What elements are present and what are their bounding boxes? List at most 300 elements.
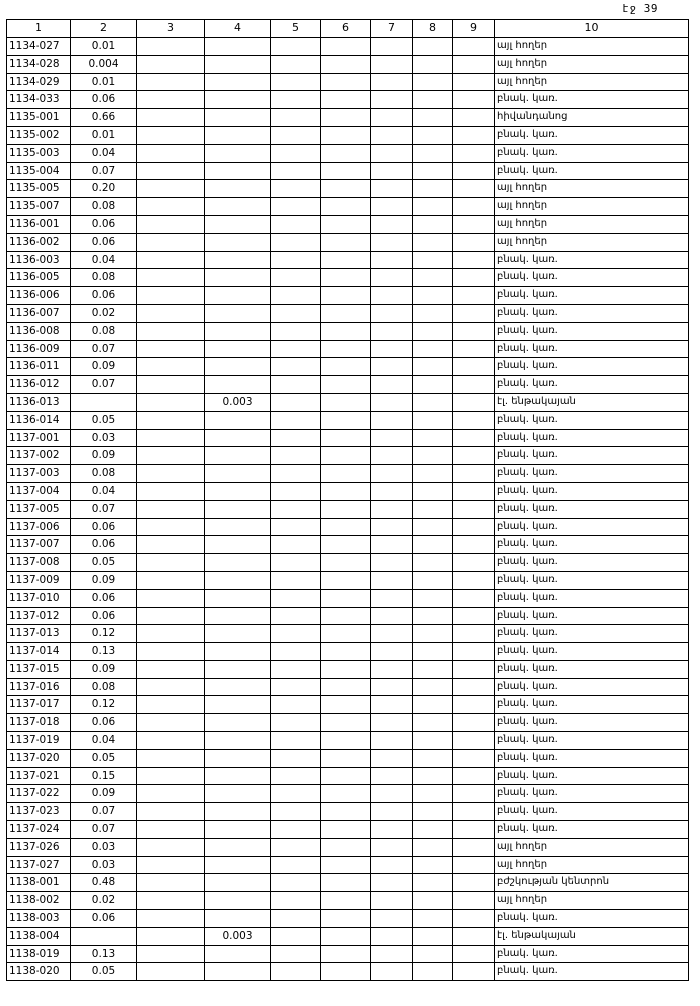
- parcel-code-cell: 1136-006: [7, 287, 71, 305]
- empty-cell: [413, 304, 453, 322]
- empty-cell: [137, 714, 205, 732]
- parcel-code-cell: 1137-019: [7, 732, 71, 750]
- table-row: [7, 892, 689, 910]
- land-use-cell: բնակ. կառ.: [495, 269, 689, 287]
- area-cell: 0.004: [71, 55, 137, 73]
- empty-cell: [271, 732, 321, 750]
- empty-cell: [321, 554, 371, 572]
- empty-cell: [321, 233, 371, 251]
- empty-cell: [321, 251, 371, 269]
- land-use-cell: բնակ. կառ.: [495, 358, 689, 376]
- empty-cell: [453, 678, 495, 696]
- empty-cell: [413, 447, 453, 465]
- empty-cell: [321, 38, 371, 56]
- table-row: [7, 180, 689, 198]
- land-use-cell: բնակ. կառ.: [495, 429, 689, 447]
- empty-cell: [321, 803, 371, 821]
- land-use-cell: այլ հողեր: [495, 838, 689, 856]
- land-use-cell: բնակ. կառ.: [495, 821, 689, 839]
- empty-cell: [453, 607, 495, 625]
- empty-cell: [271, 287, 321, 305]
- empty-cell: [271, 856, 321, 874]
- empty-cell: [413, 874, 453, 892]
- land-use-cell: այլ հողեր: [495, 215, 689, 233]
- column4-value-cell: [205, 215, 271, 233]
- empty-cell: [453, 109, 495, 127]
- table-row: [7, 589, 689, 607]
- column-header-1: 1: [7, 20, 71, 38]
- empty-cell: [453, 393, 495, 411]
- land-use-cell: բնակ. կառ.: [495, 536, 689, 554]
- land-use-cell: բնակ. կառ.: [495, 500, 689, 518]
- parcel-code-cell: 1138-004: [7, 927, 71, 945]
- empty-cell: [137, 162, 205, 180]
- land-use-cell: այլ հողեր: [495, 38, 689, 56]
- empty-cell: [371, 38, 413, 56]
- parcel-code-cell: 1134-033: [7, 91, 71, 109]
- empty-cell: [321, 465, 371, 483]
- parcel-code-cell: 1136-005: [7, 269, 71, 287]
- area-cell: 0.06: [71, 215, 137, 233]
- empty-cell: [413, 625, 453, 643]
- empty-cell: [413, 892, 453, 910]
- area-cell: 0.06: [71, 518, 137, 536]
- table-body: [7, 38, 689, 981]
- column4-value-cell: [205, 251, 271, 269]
- empty-cell: [371, 376, 413, 394]
- table-row: [7, 945, 689, 963]
- empty-cell: [271, 785, 321, 803]
- empty-cell: [413, 411, 453, 429]
- empty-cell: [413, 945, 453, 963]
- table-row: [7, 465, 689, 483]
- empty-cell: [371, 144, 413, 162]
- empty-cell: [371, 500, 413, 518]
- parcel-code-cell: 1137-021: [7, 767, 71, 785]
- column4-value-cell: [205, 38, 271, 56]
- table-row: [7, 287, 689, 305]
- empty-cell: [453, 874, 495, 892]
- land-use-cell: բնակ. կառ.: [495, 126, 689, 144]
- empty-cell: [137, 874, 205, 892]
- empty-cell: [413, 162, 453, 180]
- parcel-code-cell: 1136-013: [7, 393, 71, 411]
- empty-cell: [271, 429, 321, 447]
- empty-cell: [321, 785, 371, 803]
- empty-cell: [321, 358, 371, 376]
- empty-cell: [453, 589, 495, 607]
- empty-cell: [453, 376, 495, 394]
- empty-cell: [137, 393, 205, 411]
- empty-cell: [371, 732, 413, 750]
- empty-cell: [271, 945, 321, 963]
- empty-cell: [413, 589, 453, 607]
- parcel-code-cell: 1136-007: [7, 304, 71, 322]
- column-header-9: 9: [453, 20, 495, 38]
- empty-cell: [371, 91, 413, 109]
- empty-cell: [413, 554, 453, 572]
- land-use-cell: բնակ. կառ.: [495, 447, 689, 465]
- empty-cell: [271, 643, 321, 661]
- table-row: [7, 358, 689, 376]
- empty-cell: [453, 180, 495, 198]
- empty-cell: [371, 803, 413, 821]
- empty-cell: [137, 73, 205, 91]
- land-use-cell: այլ հողեր: [495, 856, 689, 874]
- empty-cell: [453, 803, 495, 821]
- column4-value-cell: [205, 518, 271, 536]
- column4-value-cell: [205, 411, 271, 429]
- table-row: [7, 785, 689, 803]
- empty-cell: [453, 465, 495, 483]
- column4-value-cell: [205, 945, 271, 963]
- empty-cell: [453, 287, 495, 305]
- parcel-code-cell: 1137-023: [7, 803, 71, 821]
- empty-cell: [371, 749, 413, 767]
- empty-cell: [413, 322, 453, 340]
- empty-cell: [371, 162, 413, 180]
- land-use-cell: հիվանդանոց: [495, 109, 689, 127]
- parcel-code-cell: 1137-002: [7, 447, 71, 465]
- land-use-cell: բնակ. կառ.: [495, 340, 689, 358]
- empty-cell: [371, 660, 413, 678]
- land-use-cell: բնակ. կառ.: [495, 304, 689, 322]
- empty-cell: [321, 269, 371, 287]
- empty-cell: [137, 91, 205, 109]
- empty-cell: [371, 892, 413, 910]
- parcel-code-cell: 1136-009: [7, 340, 71, 358]
- empty-cell: [271, 749, 321, 767]
- table-row: [7, 643, 689, 661]
- land-use-cell: բժշկության կենտրոն: [495, 874, 689, 892]
- area-cell: 0.07: [71, 500, 137, 518]
- empty-cell: [413, 678, 453, 696]
- land-use-cell: բնակ. կառ.: [495, 607, 689, 625]
- empty-cell: [137, 607, 205, 625]
- land-use-cell: բնակ. կառ.: [495, 589, 689, 607]
- empty-cell: [413, 233, 453, 251]
- empty-cell: [271, 660, 321, 678]
- parcel-code-cell: 1136-014: [7, 411, 71, 429]
- area-cell: 0.09: [71, 785, 137, 803]
- table-row: [7, 482, 689, 500]
- table-row: [7, 304, 689, 322]
- empty-cell: [453, 660, 495, 678]
- empty-cell: [271, 465, 321, 483]
- column4-value-cell: [205, 910, 271, 928]
- empty-cell: [137, 571, 205, 589]
- area-cell: 0.09: [71, 660, 137, 678]
- empty-cell: [371, 518, 413, 536]
- empty-cell: [271, 55, 321, 73]
- empty-cell: [321, 589, 371, 607]
- land-use-cell: այլ հողեր: [495, 180, 689, 198]
- header-row: [7, 20, 689, 38]
- table-row: [7, 838, 689, 856]
- area-cell: 0.05: [71, 963, 137, 981]
- land-use-cell: այլ հողեր: [495, 55, 689, 73]
- empty-cell: [371, 785, 413, 803]
- column4-value-cell: [205, 269, 271, 287]
- empty-cell: [371, 393, 413, 411]
- column4-value-cell: [205, 643, 271, 661]
- area-cell: 0.01: [71, 73, 137, 91]
- column4-value-cell: [205, 607, 271, 625]
- empty-cell: [413, 465, 453, 483]
- empty-cell: [137, 589, 205, 607]
- table-row: [7, 73, 689, 91]
- table-row: [7, 198, 689, 216]
- table-row: [7, 38, 689, 56]
- empty-cell: [413, 340, 453, 358]
- empty-cell: [371, 643, 413, 661]
- empty-cell: [271, 927, 321, 945]
- empty-cell: [371, 269, 413, 287]
- area-cell: 0.07: [71, 162, 137, 180]
- empty-cell: [453, 785, 495, 803]
- empty-cell: [321, 376, 371, 394]
- area-cell: 0.48: [71, 874, 137, 892]
- empty-cell: [137, 518, 205, 536]
- empty-cell: [271, 269, 321, 287]
- empty-cell: [371, 251, 413, 269]
- area-cell: 0.04: [71, 144, 137, 162]
- parcel-code-cell: 1137-014: [7, 643, 71, 661]
- table-row: [7, 714, 689, 732]
- area-cell: 0.06: [71, 714, 137, 732]
- empty-cell: [271, 180, 321, 198]
- column4-value-cell: [205, 554, 271, 572]
- empty-cell: [453, 838, 495, 856]
- area-cell: 0.03: [71, 856, 137, 874]
- table-row: [7, 109, 689, 127]
- table-row: [7, 821, 689, 839]
- land-use-cell: բնակ. կառ.: [495, 660, 689, 678]
- empty-cell: [413, 73, 453, 91]
- parcel-code-cell: 1137-007: [7, 536, 71, 554]
- empty-cell: [413, 838, 453, 856]
- table-row: [7, 411, 689, 429]
- column4-value-cell: [205, 767, 271, 785]
- parcel-code-cell: 1134-029: [7, 73, 71, 91]
- empty-cell: [453, 518, 495, 536]
- empty-cell: [413, 358, 453, 376]
- column4-value-cell: [205, 536, 271, 554]
- parcel-code-cell: 1138-003: [7, 910, 71, 928]
- table-row: [7, 963, 689, 981]
- empty-cell: [271, 554, 321, 572]
- column4-value-cell: [205, 144, 271, 162]
- land-use-cell: բնակ. կառ.: [495, 411, 689, 429]
- empty-cell: [137, 536, 205, 554]
- empty-cell: [321, 198, 371, 216]
- empty-cell: [321, 625, 371, 643]
- land-use-cell: բնակ. կառ.: [495, 643, 689, 661]
- table-row: [7, 678, 689, 696]
- empty-cell: [137, 945, 205, 963]
- empty-cell: [371, 482, 413, 500]
- table-row: [7, 856, 689, 874]
- parcel-code-cell: 1137-016: [7, 678, 71, 696]
- empty-cell: [413, 198, 453, 216]
- empty-cell: [137, 554, 205, 572]
- land-use-cell: բնակ. կառ.: [495, 571, 689, 589]
- empty-cell: [413, 785, 453, 803]
- empty-cell: [321, 144, 371, 162]
- empty-cell: [413, 144, 453, 162]
- column4-value-cell: [205, 304, 271, 322]
- land-use-cell: բնակ. կառ.: [495, 91, 689, 109]
- empty-cell: [413, 571, 453, 589]
- parcel-code-cell: 1135-004: [7, 162, 71, 180]
- land-register-table: [6, 19, 689, 981]
- empty-cell: [137, 625, 205, 643]
- table-row: [7, 554, 689, 572]
- empty-cell: [271, 714, 321, 732]
- empty-cell: [137, 678, 205, 696]
- empty-cell: [321, 874, 371, 892]
- area-cell: 0.06: [71, 287, 137, 305]
- land-use-cell: բնակ. կառ.: [495, 749, 689, 767]
- table-row: [7, 215, 689, 233]
- empty-cell: [271, 109, 321, 127]
- parcel-code-cell: 1137-008: [7, 554, 71, 572]
- empty-cell: [271, 678, 321, 696]
- area-cell: 0.06: [71, 536, 137, 554]
- empty-cell: [271, 376, 321, 394]
- empty-cell: [371, 411, 413, 429]
- parcel-code-cell: 1135-002: [7, 126, 71, 144]
- empty-cell: [321, 607, 371, 625]
- column4-value-cell: [205, 821, 271, 839]
- parcel-code-cell: 1138-002: [7, 892, 71, 910]
- column4-value-cell: [205, 696, 271, 714]
- land-use-cell: բնակ. կառ.: [495, 963, 689, 981]
- empty-cell: [453, 322, 495, 340]
- land-use-cell: բնակ. կառ.: [495, 465, 689, 483]
- empty-cell: [371, 536, 413, 554]
- empty-cell: [321, 536, 371, 554]
- column4-value-cell: [205, 749, 271, 767]
- empty-cell: [371, 874, 413, 892]
- land-use-cell: բնակ. կառ.: [495, 376, 689, 394]
- area-cell: 0.13: [71, 643, 137, 661]
- land-use-cell: բնակ. կառ.: [495, 785, 689, 803]
- parcel-code-cell: 1137-006: [7, 518, 71, 536]
- empty-cell: [453, 554, 495, 572]
- empty-cell: [321, 429, 371, 447]
- empty-cell: [413, 607, 453, 625]
- empty-cell: [137, 465, 205, 483]
- empty-cell: [321, 126, 371, 144]
- area-cell: 0.01: [71, 38, 137, 56]
- empty-cell: [321, 322, 371, 340]
- empty-cell: [371, 358, 413, 376]
- column4-value-cell: [205, 180, 271, 198]
- empty-cell: [321, 892, 371, 910]
- land-use-cell: այլ հողեր: [495, 198, 689, 216]
- empty-cell: [271, 963, 321, 981]
- table-row: [7, 144, 689, 162]
- empty-cell: [137, 251, 205, 269]
- column4-value-cell: [205, 482, 271, 500]
- column4-value-cell: [205, 465, 271, 483]
- parcel-code-cell: 1137-003: [7, 465, 71, 483]
- land-use-cell: բնակ. կառ.: [495, 696, 689, 714]
- column-header-10: 10: [495, 20, 689, 38]
- area-cell: 0.07: [71, 376, 137, 394]
- empty-cell: [413, 109, 453, 127]
- parcel-code-cell: 1136-001: [7, 215, 71, 233]
- empty-cell: [371, 429, 413, 447]
- land-use-cell: բնակ. կառ.: [495, 162, 689, 180]
- empty-cell: [413, 126, 453, 144]
- empty-cell: [413, 38, 453, 56]
- empty-cell: [453, 767, 495, 785]
- empty-cell: [321, 910, 371, 928]
- empty-cell: [453, 447, 495, 465]
- empty-cell: [371, 607, 413, 625]
- empty-cell: [137, 233, 205, 251]
- area-cell: 0.12: [71, 696, 137, 714]
- empty-cell: [137, 215, 205, 233]
- empty-cell: [453, 482, 495, 500]
- column4-value-cell: [205, 322, 271, 340]
- empty-cell: [413, 660, 453, 678]
- empty-cell: [321, 500, 371, 518]
- column4-value-cell: [205, 838, 271, 856]
- empty-cell: [321, 340, 371, 358]
- empty-cell: [371, 838, 413, 856]
- empty-cell: [137, 910, 205, 928]
- column-header-2: 2: [71, 20, 137, 38]
- empty-cell: [453, 643, 495, 661]
- empty-cell: [371, 73, 413, 91]
- empty-cell: [413, 732, 453, 750]
- empty-cell: [413, 749, 453, 767]
- empty-cell: [453, 73, 495, 91]
- table-row: [7, 126, 689, 144]
- area-cell: 0.09: [71, 447, 137, 465]
- parcel-code-cell: 1135-001: [7, 109, 71, 127]
- empty-cell: [413, 910, 453, 928]
- area-cell: 0.01: [71, 126, 137, 144]
- column4-value-cell: [205, 660, 271, 678]
- land-use-cell: բնակ. կառ.: [495, 554, 689, 572]
- empty-cell: [413, 821, 453, 839]
- empty-cell: [271, 589, 321, 607]
- empty-cell: [453, 500, 495, 518]
- column-header-3: 3: [137, 20, 205, 38]
- empty-cell: [371, 55, 413, 73]
- table-row: [7, 571, 689, 589]
- empty-cell: [453, 910, 495, 928]
- empty-cell: [137, 322, 205, 340]
- empty-cell: [453, 269, 495, 287]
- area-cell: 0.09: [71, 358, 137, 376]
- area-cell: 0.08: [71, 465, 137, 483]
- column4-value-cell: [205, 500, 271, 518]
- empty-cell: [453, 927, 495, 945]
- empty-cell: [453, 340, 495, 358]
- empty-cell: [453, 91, 495, 109]
- empty-cell: [371, 465, 413, 483]
- empty-cell: [321, 447, 371, 465]
- empty-cell: [413, 269, 453, 287]
- table-row: [7, 732, 689, 750]
- empty-cell: [371, 180, 413, 198]
- land-use-cell: բնակ. կառ.: [495, 287, 689, 305]
